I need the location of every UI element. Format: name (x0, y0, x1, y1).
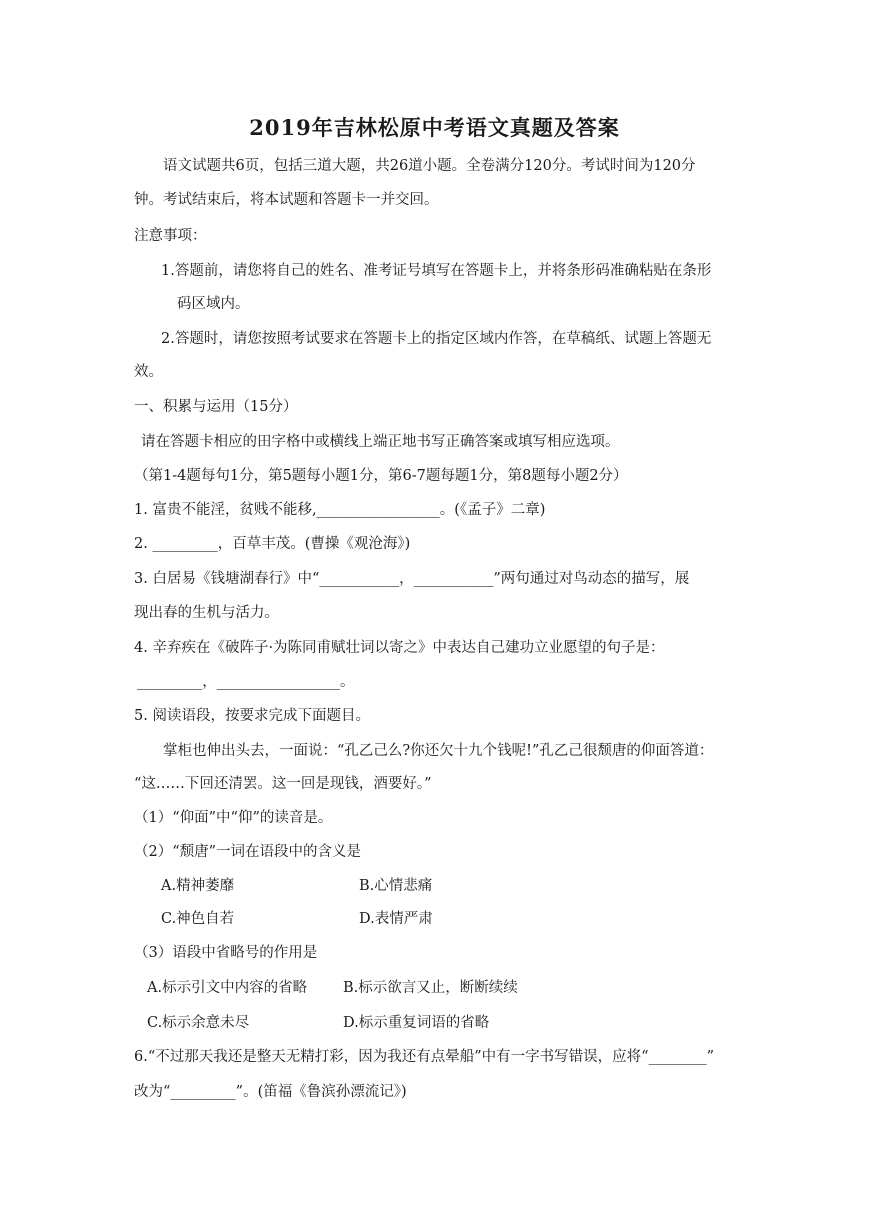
question-3-line-1: 3. 白居易《钱塘湖春行》中“___________，___________”两句通过对鸟动态的描写，展 (134, 571, 690, 587)
page-title: 2019年吉林松原中考语文真题及答案 (249, 115, 620, 140)
sub-2-option-a: A.精神萎靡 (161, 878, 235, 894)
sub-2-option-c: C.神色自若 (161, 911, 235, 927)
section-1-heading: 一、积累与运用（15分） (134, 399, 298, 415)
question-5-sub-2: （2）“颓唐”一词在语段中的含义是 (134, 844, 362, 860)
question-5-sub-1: （1）“仰面”中“仰”的读音是。 (134, 810, 333, 826)
section-1-instruction: 请在答题卡相应的田字格中或横线上端正地书写正确答案或填写相应选项。 (141, 434, 620, 450)
question-5-passage-line-1: 掌柜也伸出头去，一面说：“孔乙己么?你还欠十九个钱呢!”孔乙己很颓唐的仰面答道： (163, 743, 714, 759)
intro-line-1: 语文试题共6页，包括三道大题，共26道小题。全卷满分120分。考试时间为120分 (163, 158, 696, 174)
notes-heading: 注意事项： (134, 228, 207, 244)
note-2-line-2: 效。 (134, 364, 163, 380)
sub-3-option-a: A.标示引文中内容的省略 (147, 980, 308, 996)
question-4-line-2: _________，_________________。 (137, 674, 355, 690)
question-4-line-1: 4. 辛弃疾在《破阵子·为陈同甫赋壮词以寄之》中表达自己建功立业愿望的句子是： (134, 640, 665, 656)
question-5-sub-3: （3）语段中省略号的作用是 (134, 945, 318, 961)
sub-3-option-b: B.标示欲言又止，断断续续 (343, 980, 518, 996)
question-6-line-2: 改为“_________”。(笛福《鲁滨孙漂流记》) (134, 1084, 407, 1100)
sub-2-option-d: D.表情严肃 (359, 911, 433, 927)
note-1-line-1: 1.答题前，请您将自己的姓名、准考证号填写在答题卡上，并将条形码准确粘贴在条形 (161, 263, 712, 279)
sub-3-option-c: C.标示余意未尽 (147, 1015, 250, 1031)
question-2: 2. _________，百草丰茂。(曹操《观沧海》) (134, 536, 411, 552)
question-6-line-1: 6.“不过那天我还是整天无精打彩，因为我还有点晕船”中有一字书写错误，应将“________” (134, 1049, 714, 1065)
question-5-heading: 5. 阅读语段，按要求完成下面题目。 (134, 708, 370, 724)
note-2-line-1: 2.答题时，请您按照考试要求在答题卡上的指定区域内作答，在草稿纸、试题上答题无 (161, 331, 712, 347)
sub-2-option-b: B.心情悲痛 (359, 878, 433, 894)
question-1: 1. 富贵不能淫，贫贱不能移,_________________。(《孟子》二章) (134, 502, 546, 518)
question-3-line-2: 现出春的生机与活力。 (134, 605, 279, 621)
note-1-line-2: 码区域内。 (177, 296, 250, 312)
sub-3-option-d: D.标示重复词语的省略 (343, 1015, 490, 1031)
question-5-passage-line-2: “这……下回还清罢。这一回是现钱，酒要好。” (134, 776, 432, 792)
section-1-scoring: （第1-4题每句1分，第5题每小题1分，第6-7题每题1分，第8题每小题2分） (134, 468, 628, 484)
intro-line-2: 钟。考试结束后，将本试题和答题卡一并交回。 (134, 192, 439, 208)
